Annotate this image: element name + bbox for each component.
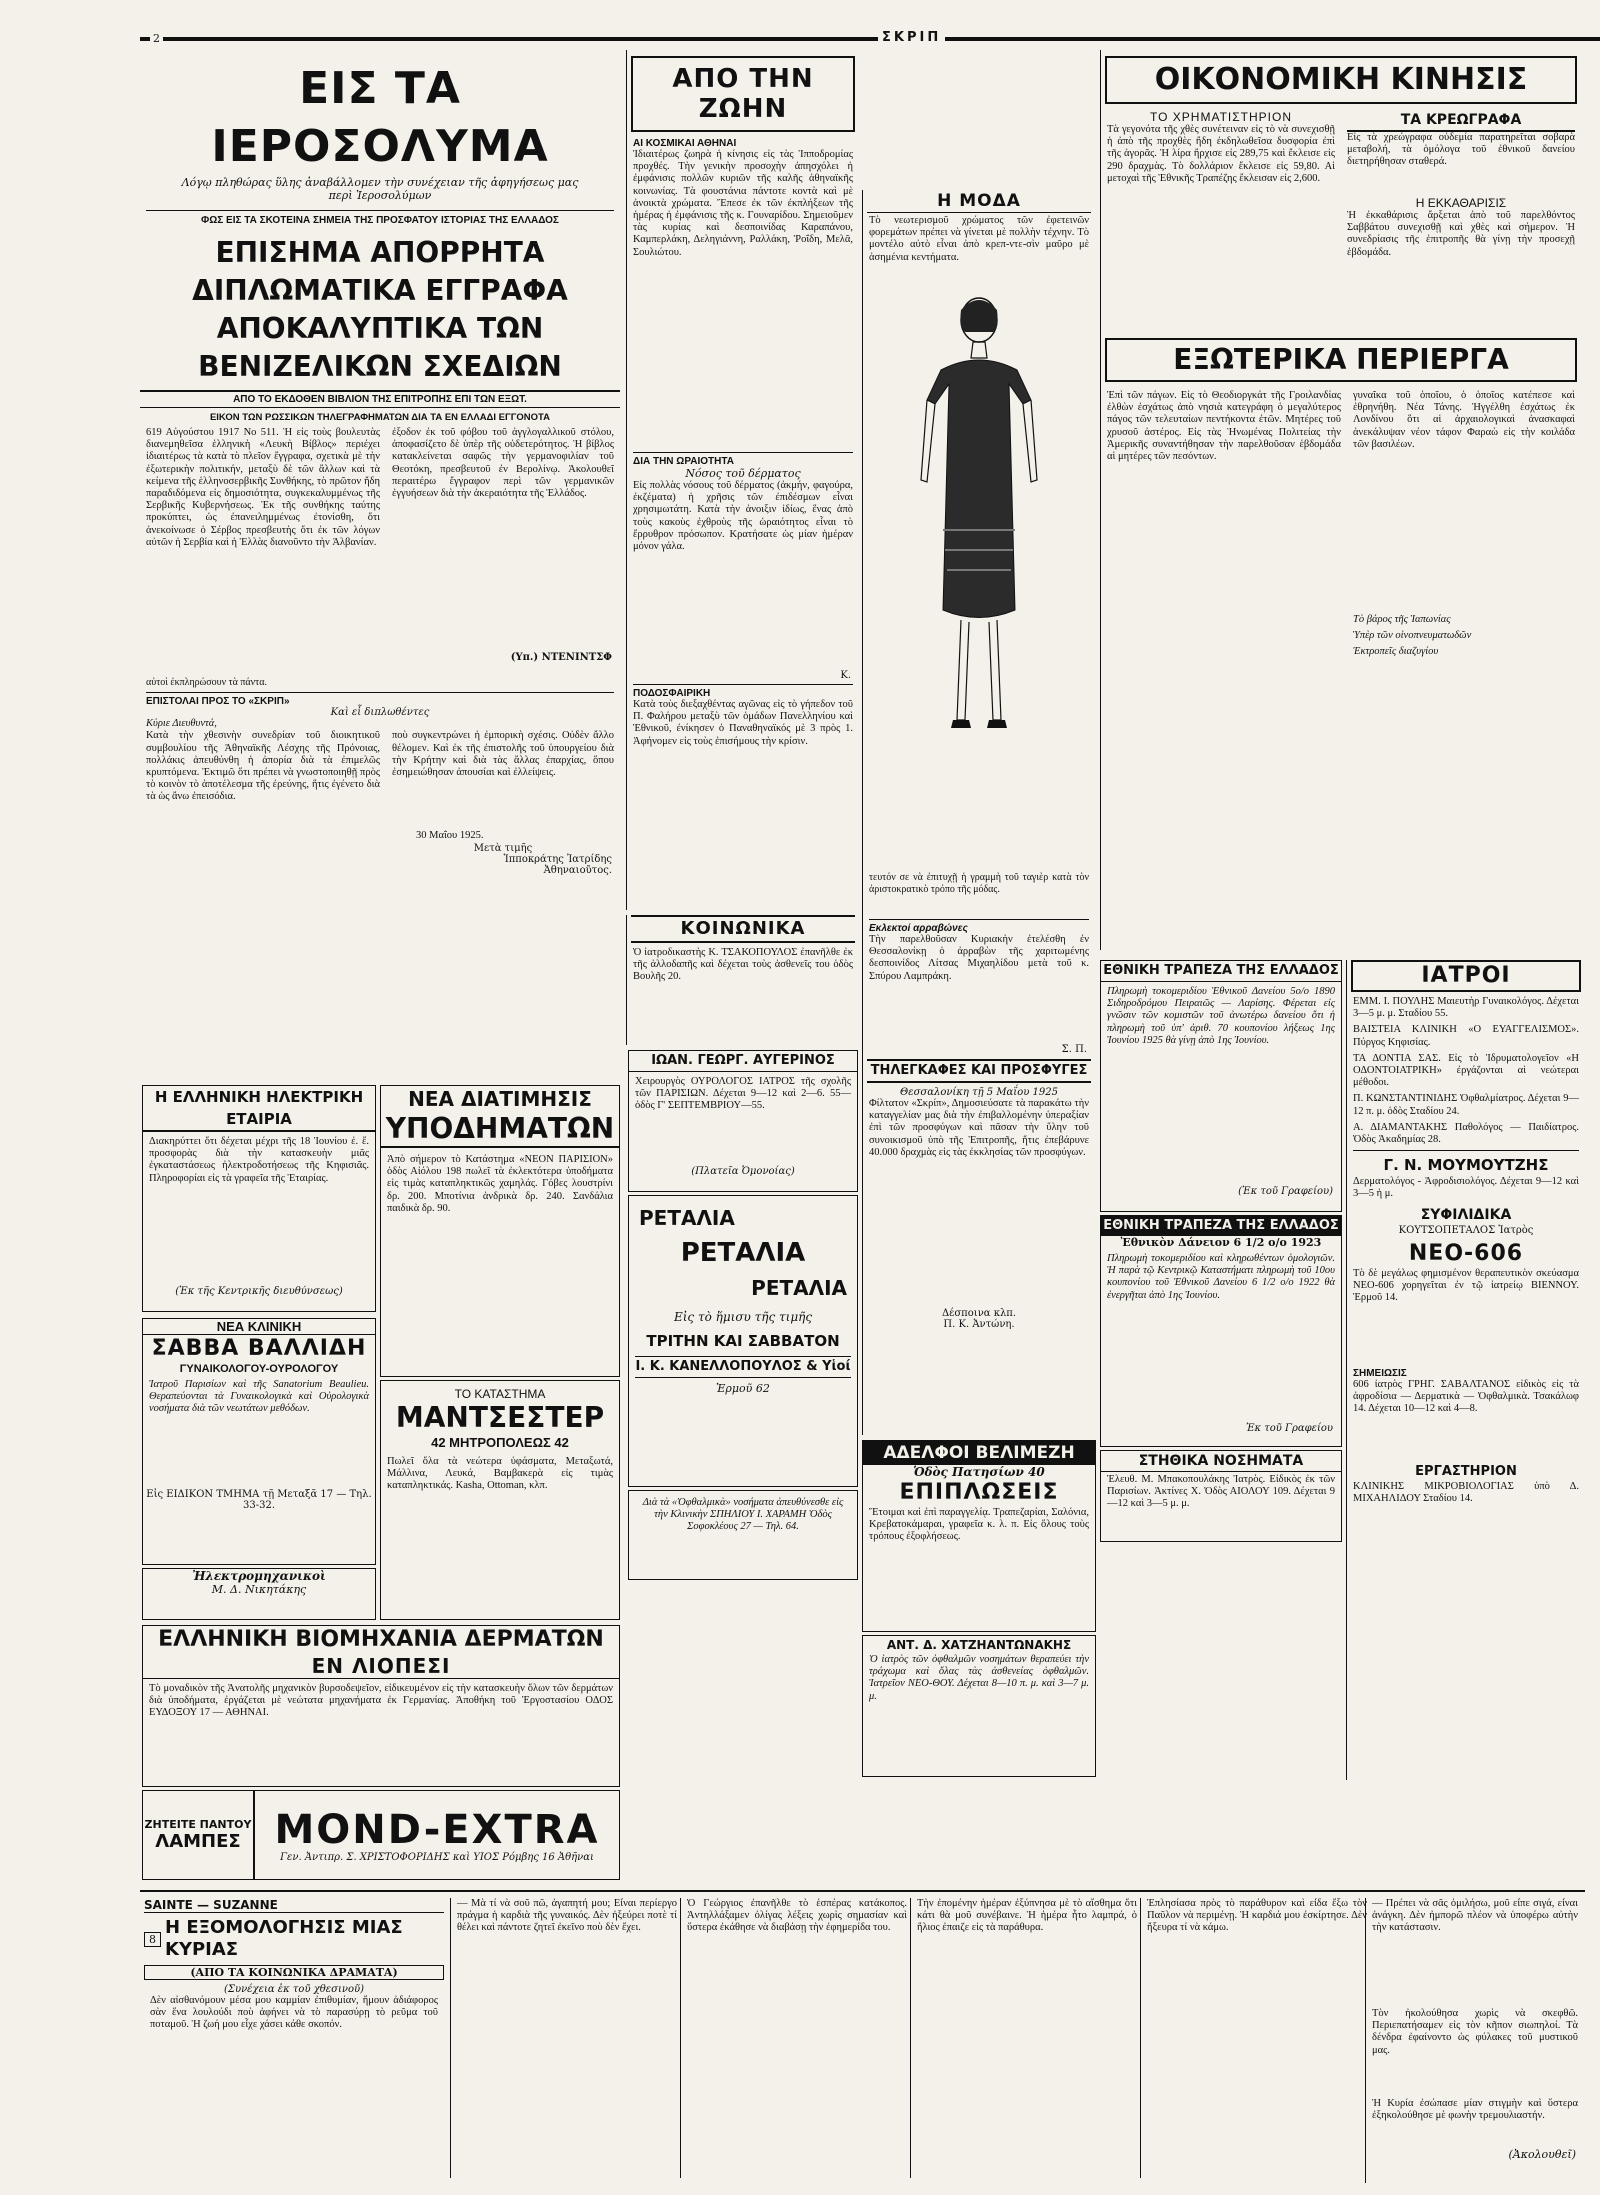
bank2-body: Πληρωμὴ τοκομεριδίου καὶ κληρωθέντων ὁμολογιῶν. Ἡ παρὰ τῷ Κεντρικῷ Καταστήματι πληρωμὴ τοῦ 10ου κουπονίου τοῦ Ἐθνικοῦ Δανείου 6 1/2 ο/ο 1922 θὰ ἐνεργῆται ἀπὸ 1ης Ἰουνίου. (1107, 1253, 1335, 1301)
telegrams-signature-2: Π. Κ. Ἀντώνη. (943, 1319, 1015, 1330)
foreign-curiosities-title: ΕΞΩΤΕΡΙΚΑ ΠΕΡΙΕΡΓΑ (1173, 343, 1509, 376)
manchester-name: ΜΑΝΤΣΕΣΤΕΡ (395, 1401, 605, 1434)
sport-body: Κατὰ τοὺς διεξαχθέντας αγῶνας εἰς τὸ γήπεδον τοῦ Π. Φαλήρου μεταξὺ τῶν ὁμάδων Πανελληνίου καὶ Ἐθνικοῦ, ἐνίκησεν ὁ Παναθηναϊκός μὲ 3 πρὸς 1. Ἀφήνομεν εἰς τοὺς ἐπισήμους τὴν κρίσιν. (633, 699, 853, 747)
letter-salutation: Κύριε Διευθυντά, (146, 718, 217, 730)
velimezi-address: Ὁδὸς Πατησίων 40 (913, 1465, 1045, 1479)
ad-urologist (628, 1050, 858, 1192)
remnants-shop: Ι. Κ. ΚΑΝΕΛΛΟΠΟΥΛΟΣ & Υἱοί (635, 1356, 851, 1378)
novel-subtitle: (ΑΠΟ ΤΑ ΚΟΙΝΩΝΙΚΑ ΔΡΑΜΑΤΑ) (144, 1965, 444, 1980)
novel-author: SAINTE — SUZANNE (144, 1898, 444, 1913)
column-economics (1100, 50, 1581, 950)
paper-name: ΣΚΡΙΠ (878, 30, 945, 45)
optician-body: Ὁ ἰατρὸς τῶν ὀφθαλμῶν νοσημάτων θεραπεύει τὴν τράχωμα καὶ ὅλας τὰς ἀσθενείας ὀφθαλμῶν. Ἰατρεῖον ΝΕΟ-ΘΟΥ. Δέχεται 8—10 π. μ. καὶ 3—7 μ. μ. (869, 1654, 1089, 1702)
ad-manchester (380, 1380, 620, 1620)
foreign-subhead-2: Ὑπὲρ τῶν οἰνοπνευματωδῶν (1353, 630, 1472, 642)
page-number: 2 (150, 32, 163, 45)
doctor-entry-4: Π. ΚΩΝΣΤΑΝΤΙΝΙΔΗΣ Ὀφθαλμίατρος. Δέχεται 9—12 π. μ. ὁδὸς Σταδίου 24. (1353, 1093, 1579, 1117)
chest-body: Ἐλευθ. Μ. Μπακοπουλάκης Ἰατρὸς. Εἰδικὸς ἐκ τῶν Παρισίων. Ἀκτίνες Χ. Ὁδὸς ΑΙΟΛΟΥ 109. Δέχεται 9—12 καὶ 3—5 μ. μ. (1107, 1474, 1335, 1510)
engagements-heading: Εκλεκτοί αρραβώνες (869, 923, 968, 934)
letter-body-left: Κατὰ τὴν χθεσινὴν συνεδρίαν τοῦ διοικητικοῦ συμβουλίου τῆς Ἀθηναϊκῆς Λέσχης τῆς Πρόνοιας, πολλάκις ἀπευθύνθη ἡ ἀπορία διὰ τὰ ἐπιμελῶς κρυπτόμενα. Ἐκτιμῶ ὅτι πρέπει νὰ γνωστοποιηθῇ πρὸς τὸ κοινὸν τὸ ἀποτέλεσμα τῆς ἐρεύνης, ἥτις ἐγένετο διὰ τὰ ὡς ἄνω ἐπεισόδια. (146, 730, 380, 803)
manchester-pre: ΤΟ ΚΑΤΑΣΤΗΜΑ (454, 1387, 546, 1401)
telegrams-heading: ΤΗΛΕΓΚΑΦΕΣ ΚΑΙ ΠΡΟΣΦΥΓΕΣ (867, 1059, 1091, 1083)
letters-heading: ΕΠΙΣΤΟΛΑΙ ΠΡΟΣ ΤΟ «ΣΚΡΙΠ» (146, 696, 290, 708)
serial-novel (140, 1898, 1585, 2188)
novel-para-2: — Μὰ τί νὰ σοῦ πῶ, ἀγαπητή μου; Εἶναι περίεργο πράγμα ἡ καρδιὰ τῆς γυναικός. Δὲν ἠξεύρει ποτὲ τί θέλει καὶ πάντοτε ζητεῖ ἐκεῖνο ποὺ δὲν ἔχει. (450, 1898, 683, 2178)
letter-body-right: ποὺ συγκεντρώνει ἡ ἐμπορικὴ σχέσις. Οὐδὲν ἄλλο θέλομεν. Καὶ ἐκ τῆς ἐπιστολῆς τοῦ ὑπουργείου διὰ τὴν Κρήτην καὶ διὰ τὰς ἄλλας ἐπαρχίας, ὅπου ἐσημειώθησαν ἀπουσίαι καὶ ἐλλείψεις. (392, 730, 614, 779)
bonds-body: Εἰς τὰ χρεώγραφα οὐδεμία παρατηρεῖται σοβαρὰ μεταβολή, τὰ ὁμόλογα τοῦ ἐθνικοῦ δανείου διετηρήθησαν σταθερά. (1347, 132, 1575, 168)
novel-para-8: Ἡ Κυρία ἐσώπασε μίαν στιγμὴν καὶ ὕστερα ἐξηκολούθησε μὲ φωνὴν τρεμουλιαστήν. (1372, 2098, 1578, 2122)
letter-signer-sub: Ἀθηναιοῦτος. (543, 864, 612, 876)
electric-headline: Η ΕΛΛΗΝΙΚΗ ΗΛΕΚΤΡΙΚΗ ΕΤΑΙΡΙΑ (143, 1086, 375, 1132)
headline-deck-1: ΑΠΟ ΤΟ ΕΚΔΟΘΕΝ ΒΙΒΛΙΟΝ ΤΗΣ ΕΠΙΤΡΟΠΗΣ ΕΠΙ ΤΩΝ ΕΞΩΤ. (140, 390, 620, 408)
bank2-signature: Ἐκ τοῦ Γραφείου (1245, 1423, 1333, 1434)
ad-velimezi-furniture (862, 1440, 1096, 1632)
clearing-body: Ἡ ἐκκαθάρισις ἄρξεται ἀπὸ τοῦ παρελθόντος Σαββάτου συνεχισθῇ καὶ χθὲς καὶ σήμερον. Ἡ συνεδρίασις τῆς ἐπιτροπῆς θὰ γίνῃ τὴν προσεχῇ ἑβδομάδα. (1347, 210, 1575, 258)
clinic-name: ΣΑΒΒΑ ΒΑΛΛΙΔΗ (151, 1336, 367, 1361)
clinic-heading: ΝΕΑ ΚΛΙΝΙΚΗ (143, 1319, 375, 1335)
headline-deck-2: ΕΙΚΟΝ ΤΩΝ ΡΩΣΣΙΚΩΝ ΤΗΛΕΓΡΑΦΗΜΑΤΩΝ ΔΙΑ ΤΑ ΕΝ ΕΛΛΑΔΙ ΕΓΓΟΝΟΤΑ (209, 412, 551, 423)
remnants-headline-1: ΡΕΤΑΛΙΑ (639, 1206, 735, 1230)
foreign-subhead-1: Τὸ βάρος τῆς Ἱαπωνίας (1353, 614, 1451, 625)
leather-body: Τὸ μοναδικὸν τῆς Ἀνατολῆς μηχανικὸν βυρσοδεψεῖον, εἰδικευμένον εἰς τὴν κατασκευὴν ὅλων τῶν δερμάτων διὰ ὑποδήματα, ἐργάζεται μὲ νεώτατα μηχανήματα ἐκ Γερμανίας. Ἀποθήκη τοῦ Ἐργοστασίου ΟΔΟΣ ΕΥΔΟΞΟΥ 17 — ΑΘΗΝΑΙ. (149, 1683, 613, 1719)
engagements-body: Τὴν παρελθοῦσαν Κυριακὴν ἐτελέσθη ἐν Θεσσαλονίκῃ ὁ ἀρραβὼν τῆς χαριτωμένης δεσποινίδος Λίτσας Μιχαηλίδου μετὰ τοῦ κ. Σπύρου Λαμπράκη. (869, 934, 1089, 982)
shoes-headline-1: ΝΕΑ ΔΙΑΤΙΜΗΣΙΣ (408, 1087, 592, 1111)
column-doctors (1346, 960, 1585, 1780)
telegrams-signature: Δέσποινα κλπ. (941, 1308, 1017, 1319)
bank1-body: Πληρωμὴ τοκομεριδίου Ἐθνικοῦ Δανείου 5ο/ο 1890 Σιδηροδρόμου Πειραιῶς — Λαρίσης. Φέρεται εἰς γνῶσιν τῶν κομιστῶν τοῦ ἀνωτέρω δανείου ὅτι ἡ πληρωμὴ τοῦ ὑπ' ἀριθ. 70 κουπονίου λήξεως 1ης Ἰουνίου 1925 θὰ γίνῃ ἀπὸ 1ης Ἰουνίου. (1107, 986, 1335, 1046)
novel-para-5: Ἐπλησίασα πρὸς τὸ παράθυρον καὶ εἶδα ἔξω τὸν Παῦλον νὰ περιμένῃ. Ἡ καρδιά μου ἐσκίρτησε. Δὲν ἤξευρα τί νὰ κάμω. (1140, 1898, 1373, 2178)
column-life (626, 50, 859, 910)
ad-chest-diseases (1100, 1450, 1342, 1542)
headline-secret-documents: ΕΠΙΣΗΜΑ ΑΠΟΡΡΗΤΑ ΔΙΠΛΩΜΑΤΙΚΑ ΕΓΓΡΑΦΑ (192, 236, 568, 307)
remnants-days: ΤΡΙΤΗΝ ΚΑΙ ΣΑΒΒΑΤΟΝ (646, 1332, 840, 1350)
jerusalem-subtitle: Λόγῳ πληθώρας ὕλης ἀναβάλλομεν τὴν συνέχειαν τῆς ἀφηγήσεως μας περὶ Ἱεροσολύμων (181, 176, 579, 202)
ad-electromechanics (142, 1568, 376, 1620)
shoes-headline-2: ΥΠΟΔΗΜΑΤΩΝ (381, 1112, 619, 1148)
velimezi-heading: ΑΔΕΛΦΟΙ ΒΕΛΙΜΕΖΗ (863, 1441, 1095, 1465)
lamps-word: ΛΑΜΠΕΣ (155, 1831, 241, 1852)
column-politics (140, 50, 620, 1080)
ad-mond-extra (142, 1790, 620, 1880)
doctors-heading: ΙΑΤΡΟΙ (1421, 963, 1511, 988)
clinic-role: ΓΥΝΑΙΚΟΛΟΓΟΥ-ΟΥΡΟΛΟΓΟΥ (179, 1363, 339, 1375)
letter-signer: Ἱπποκράτης Ἰατρίδης (503, 853, 612, 865)
urologist-body: Χειρουργὸς ΟΥΡΟΛΟΓΟΣ ΙΑΤΡΟΣ τῆς σχολῆς τῶν ΠΑΡΙΣΙΩΝ. Δέχεται 9—12 καὶ 2—6. 55—ὁδὸς Γ' ΣΕΠΤΕΜΒΡΙΟΥ—55. (635, 1076, 851, 1112)
letters-subheading: Καὶ εἶ διπλωθέντες (330, 707, 430, 719)
feuilleton-rule (140, 1890, 1585, 1892)
ad-clinic (142, 1318, 376, 1565)
moumoutzis-body: Δερματολόγος - Ἀφροδισιολόγος. Δέχεται 9—12 καὶ 3—5 ἡ μ. (1353, 1176, 1579, 1200)
doctor-entry-1: ΕΜΜ. Ι. ΠΟΥΛΗΣ Μαιευτὴρ Γυναικολόγος. Δέχεται 3—5 μ. μ. Σταδίου 55. (1353, 996, 1579, 1020)
remnants-headline-3: ΡΕΤΑΛΙΑ (751, 1276, 847, 1300)
electric-body: Διακηρύττει ὅτι δέχεται μέχρι τῆς 18 Ἰουνίου ἐ. ἔ. προσφορὰς διὰ τὴν κατασκευὴν μιᾶς ἐγκαταστάσεως ἠλεκτροδοτήσεως τῆς Κηφισιᾶς. Πληροφορίαι εἰς τὰ γραφεῖα τῆς Ἑταιρίας. (149, 1136, 369, 1184)
velimezi-furniture-heading: ΕΠΙΠΛΩΣΕΙΣ (899, 1480, 1059, 1505)
remnants-body: Εἰς τὸ ἥμισυ τῆς τιμῆς (673, 1310, 813, 1324)
remnants-headline-2: ΡΕΤΑΛΙΑ (680, 1238, 806, 1268)
leather-headline-2: ΕΝ ΛΙΟΠΕΣΙ (143, 1654, 619, 1679)
engagements-signature: Σ. Π. (1061, 1044, 1087, 1055)
letter-closing: Μετὰ τιμῆς (473, 842, 533, 854)
foreign-body-left: Ἐπὶ τῶν πάγων. Εἰς τὸ Θεοδιοργκάτ τῆς Γροιλανδίας ἐλθὼν ἐσχάτως ἀπὸ νησιὰ κατεγράφη ὁ μεγαλύτερος πάγος τῶν τελευταίων πεντήκοντα ἐτῶν. Μητέρες τοῦ χρυσοῦ ἀστέρος. Εἰς τὰς Ἡνωμένας Πολιτείας τὴν Ἀμερικῆς συναντήθησαν τὴν παρελθοῦσαν ἑβδομάδα αἱ μητέρες τῶν πεσόντων. (1107, 390, 1341, 463)
syphilis-subheading: ΚΟΥΤΣΟΠΕΤΑΛΟΣ Ἰατρὸς (1398, 1224, 1534, 1236)
ad-remnants (628, 1195, 858, 1487)
remnants-address: Ἑρμοῦ 62 (716, 1382, 770, 1395)
novel-title: Η ΕΞΟΜΟΛΟΓΗΣΙΣ ΜΙΑΣ ΚΥΡΙΑΣ (165, 1917, 403, 1960)
novel-para-1: Δὲν αἰσθανόμουν μέσα μου καμμίαν ἐπιθυμίαν, ἤμουν ἀδιάφορος σὰν ἕνα λουλούδι ποὺ ἀφήνει νὰ τὸ παρασύρῃ τὸ ρεῦμα τοῦ ποταμοῦ. Ἡ ζωή μου εἶχε χάσει κάθε σκοπόν. (150, 1995, 438, 2031)
clinic-address: Εἰς ΕΙΔΙΚΟΝ ΤΜΗΜΑ τῇ Μεταξᾶ 17 — Τηλ. 33-32. (146, 1489, 372, 1511)
ad-bank-1923-loan (1100, 1215, 1342, 1447)
urologist-signature: (Πλατεῖα Ὀμονοίας) (691, 1166, 795, 1177)
series-banner: ΦΩΣ ΕΙΣ ΤΑ ΣΚΟΤΕΙΝΑ ΣΗΜΕΙΑ ΤΗΣ ΠΡΟΣΦΑΤΟΥ ΙΣΤΟΡΙΑΣ ΤΗΣ ΕΛΛΑΔΟΣ (201, 215, 559, 226)
fashion-illustration (881, 280, 1077, 860)
manchester-body: Πωλεῖ ὅλα τὰ νεώτερα ὑφάσματα, Μεταξωτά, Μάλλινα, Λευκά, Βαμβακερὰ εἰς τιμὰς καταπληκτικάς. Kasha, Ottoman, κλπ. (387, 1456, 613, 1492)
top-rule (140, 37, 1600, 41)
diplomacy-body-right: ἐξοδον ἐκ τοῦ φόβου τοῦ ἀγγλογαλλικοῦ στόλου, ἀποφασίζετο δὲ ὑπὲρ τῆς οὐδετερότητος. Ἡ βίβλος κατακλείνεται σαφῶς τὴν γερμανοφιλίαν τοῦ Θεοτόκη, πρεσβευτοῦ ἐν Βερολίνῳ. Ἀκολουθεῖ περαιτέρω ἔγγραφον περὶ τῶν γερμανικῶν ἐγγυήσεων διὰ τὴν ἀκεραιότητα τῆς Ἑλλάδος. (392, 427, 614, 500)
sport-heading: ΠΟΔΟΣΦΑΙΡΙΚΗ (633, 688, 711, 699)
ophthalmic-body: Διὰ τὰ «Ὀφθαλμικὰ» νοσήματα ἀπευθύνεσθε εἰς τὴν Κλινικὴν ΣΠΗΛΙΟΥ Ι. ΧΑΡΑΜΗ Ὁδὸς Σοφοκλέους 27 — Τηλ. 64. (642, 1497, 844, 1533)
electric-signature: (Ἐκ τῆς Κεντρικῆς διευθύνσεως) (175, 1286, 343, 1297)
diplomacy-tail: αὐτοὶ ἐκπληρώσουν τὰ πάντα. (146, 677, 267, 688)
novel-para-4: Τὴν ἐπομένην ἡμέραν ἐξύπνησα μὲ τὸ αἴσθημα ὅτι κάτι θὰ μοῦ συνέβαινε. Ἡ ἡμέρα ἦτο λαμπρά, ὁ ἥλιος ἐπαιζε εἰς τὰ παράθυρα. (910, 1898, 1143, 2178)
electromechanics-heading: Ἠλεκτρομηχανικοὶ (192, 1569, 326, 1583)
electromechanics-name: Μ. Δ. Νικητάκης (211, 1583, 307, 1596)
beauty-subheading: Νόσος τοῦ δέρματος (685, 467, 801, 480)
column-fashion (862, 190, 1095, 1435)
bonds-heading: ΤΑ ΚΡΕΩΓΡΑΦΑ (1347, 110, 1575, 132)
society-body: Ὁ ἰατροδικαστὴς Κ. ΤΣΑΚΟΠΟΥΛΟΣ ἐπανῆλθε ἐκ τῆς ἀλλοδαπῆς καὶ δέχεται τοὺς ἀσθενεῖς του ὁδὸς Βουλῆς 20. (633, 947, 853, 983)
novel-para-3: Ὁ Γεώργιος ἐπανῆλθε τὸ ἑσπέρας κατάκοπος. Ἀντηλλάξαμεν ὀλίγας λέξεις χωρὶς σημασίαν καὶ ὕστερα ἐκάθησε νὰ διαβάσῃ τὴν ἐφημερίδα του. (680, 1898, 913, 2178)
exchange-body: Τὰ γεγονότα τῆς χθὲς συνέτειναν εἰς τὸ νὰ συνεχισθῇ ἡ ἀπὸ τῆς προχθὲς ἤδη ἐκδηλωθεῖσα δυσφορία ἐπὶ τῆς ἀγορᾶς. Ἡ λίρα ἤρχισε εἰς 289,75 καὶ ἔκλεισε εἰς 290 δραχμὰς. Τὸ δολλάριον ἔκλεισε εἰς 59,80. Αἱ μετοχαὶ τῆς Ἐθνικῆς Τραπέζης ἔκλεισαν εἰς 2,600. (1107, 124, 1335, 184)
shoes-body: Ἀπὸ σήμερον τὸ Κατάστημα «ΝΕΟΝ ΠΑΡΙΣΙΟΝ» ὁδὸς Αἰόλου 198 πωλεῖ τὰ ἐκλεκτότερα ὑποδήματα εἰς τιμὰς καταπληκτικῶς χαμηλάς. Γόβες λουστρίνι δρ. 200. Μποτίνια ἀνδρικὰ δρ. 240. Σανδάλια παιδικὰ δρ. 90. (387, 1154, 613, 1214)
telegrams-dateline: Θεσσαλονίκη τῇ 5 Μαΐου 1925 (900, 1087, 1058, 1098)
bank1-signature: (Ἐκ τοῦ Γραφείου) (1238, 1186, 1333, 1197)
optician-name: ΑΝΤ. Δ. ΧΑΤΖΗΑΝΤΩΝΑΚΗΣ (886, 1638, 1072, 1652)
manchester-address: 42 ΜΗΤΡΟΠΟΛΕΩΣ 42 (431, 1435, 569, 1450)
laboratory-heading: ΕΡΓΑΣΤΗΡΙΟΝ (1415, 1463, 1517, 1479)
doctor-entry-2: ΒΑΙΣΤΕΙΑ ΚΛΙΝΙΚΗ «Ο ΕΥΑΓΓΕΛΙΣΜΟΣ». Πύργος Κηφισίας. (1353, 1024, 1579, 1048)
notice-body: 606 ἰατρὸς ΓΡΗΓ. ΣΑΒΑΛΤΑΝΟΣ εἰδικὸς εἰς τὰ ἀφροδίσια — Δερματικὰ — Ὀφθαλμικὰ. Τσακάλωφ 14. Δέχεται 10—12 καὶ 4—8. (1353, 1378, 1579, 1415)
lamps-agent: Γεν. Ἀντιπρ. Σ. ΧΡΙΣΤΟΦΟΡΙΔΗΣ καὶ ΥΙΟΣ Ρόμβης 16 Ἀθῆναι (280, 1851, 594, 1863)
moumoutzis-name: Γ. Ν. ΜΟΥΜΟΥΤΖΗΣ (1383, 1156, 1549, 1175)
beauty-body: Εἰς πολλὰς νόσους τοῦ δέρματος (ἀκμήν, φαγούρα, ἐκζέματα) ἡ χρῆσις τῶν ἐπιδέσμων εἶναι χρησιμωτάτη. Κατὰ τὴν ἀνοιξιν ἰδίως, ἕνας ἀπὸ τοὺς κακοὺς ἐχθροὺς τῆς ὡραιότητος εἶναι τὸ ἔρρυθρον πρόσωπον. Κρατήσατε ὡς μίαν ἡμέραν μόνον γάλα. (633, 480, 853, 553)
clinic-body: Ἰατροῦ Παρισίων καὶ τῆς Sanatorium Beaulieu. Θεραπεύονται τὰ Γυναικολογικὰ καὶ Οὐρολογικὰ νοσήματα διὰ τῶν νεωτάτων μεθόδων. (149, 1379, 369, 1415)
bank2-subheading: Ἐθνικὸν Δάνειον 6 1/2 ο/ο 1923 (1120, 1236, 1322, 1249)
neo606-body: Τὸ δὲ μεγάλως φημισμένον θεραπευτικὸν σκεύασμα ΝΕΟ-606 χορηγεῖται ἐν τῷ ἰατρείῳ ΒΙΕΝΝΟΥ. Ἐρμοῦ 14. (1353, 1267, 1579, 1304)
beauty-heading: ΔΙΑ ΤΗΝ ΩΡΑΙΟΤΗΤΑ (633, 456, 734, 467)
economics-title: ΟΙΚΟΝΟΜΙΚΗ ΚΙΝΗΣΙΣ (1154, 62, 1528, 97)
social-athens-heading: ΑΙ ΚΟΣΜΙΚΑΙ ΑΘΗΝΑΙ (633, 138, 737, 149)
ad-optician (862, 1635, 1096, 1777)
headline-venizelist-plans: ΑΠΟΚΑΛΥΠΤΙΚΑ ΤΩΝ ΒΕΝΙΖΕΛΙΚΩΝ ΣΧΕΔΙΩΝ (198, 312, 562, 383)
fashion-body: Τὸ νεωτερισμοῦ χρώματος τῶν ἐφετεινῶν φορεμάτων πρέπει νὰ γίνεται μὲ πολλὴν τέχνην. Τὸ μοντέλο αὐτὸ εἶναι ἀπὸ κρεπ-ντε-σὶν μαῦρο μὲ ἀσημένια κεντήματα. (869, 215, 1089, 263)
ad-electric-company (142, 1085, 376, 1312)
doctor-entry-3: ΤΑ ΔΟΝΤΙΑ ΣΑΣ. Εἰς τὸ Ἰδρυματολογεῖον «Η ΟΔΟΝΤΟΙΑΤΡΙΚΗ» ἐργάζονται αἱ νεώτεραι μέθοδοι. (1353, 1052, 1579, 1089)
clearing-heading: Η ΕΚΚΑΘΑΡΙΣΙΣ (1415, 196, 1507, 210)
beauty-signature: Κ. (840, 670, 851, 681)
telegrams-body: Φίλτατον «Σκρίπ», Δημοσιεύσατε τὰ παρακάτω τὴν καταγγελίαν μας διὰ τὴν ἐπιβαλλομένην ὑπεραξίαν ἐπὶ τῶν προσφύγων καὶ πᾶσαν τὴν ὕλην τοῦ συνοικισμοῦ ὑπὸ τῆς Ἐπιτροπῆς, ἥτις ἐπεβάρυνε 40.000 δραχμὰς εἰς τὰς ἐκκλησίας τῶν προσφύγων. (869, 1098, 1089, 1158)
novel-installment: 8 (144, 1932, 161, 1947)
diplomacy-signature: (Υπ.) ΝΤΕΝΙΝΤΣΦ (510, 652, 612, 663)
notice-heading: ΣΗΜΕΙΩΣΙΣ (1353, 1367, 1407, 1379)
social-athens-body: Ἰδιαιτέρως ζωηρὰ ἡ κίνησις εἰς τὰς Ἱπποδρομίας προχθές. Τὴν γενικὴν προσοχὴν ἀπησχόλει ἡ ἐμφάνισις πολλῶν κυριῶν τῆς καλῆς ἀθηναϊκῆς κοινωνίας. Τὰ φουστάνια πάντοτε κοντὰ καὶ μὲ ἀνοικτὰ χρώματα. Ἔπεσε ἐκ τῶν ἐκπλήξεων τῆς ἡμέρας ἡ ἐμφάνισις τῆς κ. Γουναρίδου. Σημειοῦμεν τὰς κυρίας καὶ δεσποινίδας Καραπάνου, Καμπερλάκη, Δεληγιάννη, Ραλλάκη, Ῥοΐδη, Μελᾶ, Σουλιώτου. (633, 149, 853, 258)
bank2-heading: ΕΘΝΙΚΗ ΤΡΑΠΕΖΑ ΤΗΣ ΕΛΛΑΔΟΣ (1101, 1216, 1341, 1236)
lamps-brand: MOND-EXTRA (274, 1806, 600, 1853)
novel-para-7: Τὸν ἠκολούθησα χωρὶς νὰ σκεφθῶ. Περιεπατήσαμεν εἰς τὸν κῆπον σιωπηλοί. Τὰ δένδρα ἐφαίνοντο ὡς φύλακες τοῦ μυστικοῦ μας. (1372, 2008, 1578, 2056)
letter-date: 30 Μαΐου 1925. (416, 830, 484, 842)
fashion-caption: τευτόν σε νὰ ἐπιτυχῇ ἡ γραμμὴ τοῦ ταγιὲρ κατὰ τὸν ἀριστοκρατικὸ τρόπο τῆς μόδας. (869, 872, 1089, 896)
leather-headline-1: ΕΛΛΗΝΙΚΗ ΒΙΟΜΗΧΑΝΙΑ ΔΕΡΜΑΤΩΝ (158, 1627, 604, 1652)
society-section (626, 915, 859, 1045)
velimezi-body: Ἕτοιμαι καὶ ἐπὶ παραγγελίᾳ. Τραπεζαρίαι, Σαλόνια, Κρεβατοκάμαραι, γραφεῖα κ. λ. π. Εἰς ὅλους τοὺς τρόπους ἐξοφλήσεως. (869, 1507, 1089, 1543)
foreign-subhead-3: Ἐκτροπεῖς διαζυγίου (1353, 646, 1439, 658)
novel-end-mark: (Ἀκολουθεῖ) (1508, 2148, 1576, 2161)
urologist-name: ΙΩΑΝ. ΓΕΩΡΓ. ΑΥΓΕΡΙΝΟΣ (629, 1051, 857, 1072)
novel-para-6: — Πρέπει νὰ σᾶς ὁμιλήσω, μοῦ εἶπε σιγά, εἶναι ἀνάγκη. Δὲν ἠμπορῶ πλέον νὰ ὑποφέρω αὐτὴν τὴν κατάστασιν. (1372, 1898, 1578, 1934)
syphilis-heading: ΣΥΦΙΛΙΔΙΚΑ (1420, 1206, 1512, 1223)
diplomacy-body-left: 619 Αὐγούστου 1917 No 511. Ἡ εἰς τοὺς βουλευτὰς διανεμηθεῖσα ἑλληνικὴ «Λευκὴ Βίβλος» περιέχει ἰδιαιτέρως τὰ κατὰ τὸ πλεῖον ἔγγραφα, σχετικὰ μὲ τὴν ἐξωτερικὴν πολιτικήν, μεταξὺ δὲ τῶν ἄλλων καὶ τὰ κείμενα τῆς ἑλληνοσερβικῆς Συνθήκης, τὸ πρῶτον ἤδη παραδιδόμενα εἰς δημοσιότητα, συγκεκαλυμμένως τῆς Σερβικῆς Κυβερνήσεως. Ἐκ τῆς συνθήκης ταύτης προκύπτει, ὡς ἐπανειλημμένως ἐτονίσθη, ὅτι ἀνεκοίνωσε ὁ Σέρβος πρεσβευτὴς ὅτι ἐκ τῶν λόγων αὐτῶν ἡ Σερβία καὶ ἡ Ἑλλὰς διανοῦντο τὴν Ἀλβανίαν. (146, 427, 380, 548)
neo606-heading: ΝΕΟ-606 (1408, 1240, 1524, 1266)
jerusalem-title: ΕΙΣ ΤΑ ΙΕΡΟΣΟΛΥΜΑ (211, 63, 549, 172)
doctor-entry-5: Α. ΔΙΑΜΑΝΤΑΚΗΣ Παθολόγος — Παιδίατρος. Ὁδὸς Ἀκαδημίας 28. (1353, 1121, 1579, 1146)
novel-continuation: (Συνέχεια ἐκ τοῦ χθεσινοῦ) (224, 1984, 364, 1995)
exchange-heading: ΤΟ ΧΡΗΜΑΤΙΣΤΗΡΙΟΝ (1150, 110, 1292, 124)
foreign-body-right: γυναῖκα τοῦ ὁποῖου, ὁ ὁποῖος κατέπεσε καὶ ἐθρηνήθη. Νέα Τάνης. Ἡγγέλθη ἐσχάτως ἐκ Λονδίνου ὅτι αἱ ἀρχαιολογικαὶ ἀνασκαφαὶ ἀνεκάλυψαν νέον τάφον Φαραὼ εἰς τὴν κοιλάδα τῶν βασιλέων. (1353, 390, 1575, 450)
ad-leather-industry (142, 1625, 620, 1787)
laboratory-body: ΚΛΙΝΙΚΗΣ ΜΙΚΡΟΒΙΟΛΟΓΙΑΣ ὑπὸ Δ. ΜΙΧΑΗΛΙΔΟΥ Σταδίου 14. (1353, 1480, 1579, 1504)
ad-shoes (380, 1085, 620, 1377)
bank1-heading: ΕΘΝΙΚΗ ΤΡΑΠΕΖΑ ΤΗΣ ΕΛΛΑΔΟΣ (1101, 961, 1341, 982)
life-title: ΑΠΟ ΤΗΝ ΖΩΗΝ (672, 64, 814, 124)
fashion-heading: Η ΜΟΔΑ (867, 190, 1091, 213)
chest-heading: ΣΤΗΘΙΚΑ ΝΟΣΗΜΑΤΑ (1101, 1451, 1341, 1472)
society-heading: ΚΟΙΝΩΝΙΚΑ (631, 915, 855, 943)
ad-ophthalmic (628, 1490, 858, 1580)
fashion-figure-dress (927, 360, 1031, 618)
lamps-pretext: ΖΗΤΕΙΤΕ ΠΑΝΤΟΥ (144, 1818, 252, 1831)
ad-bank-1890-loan (1100, 960, 1342, 1212)
